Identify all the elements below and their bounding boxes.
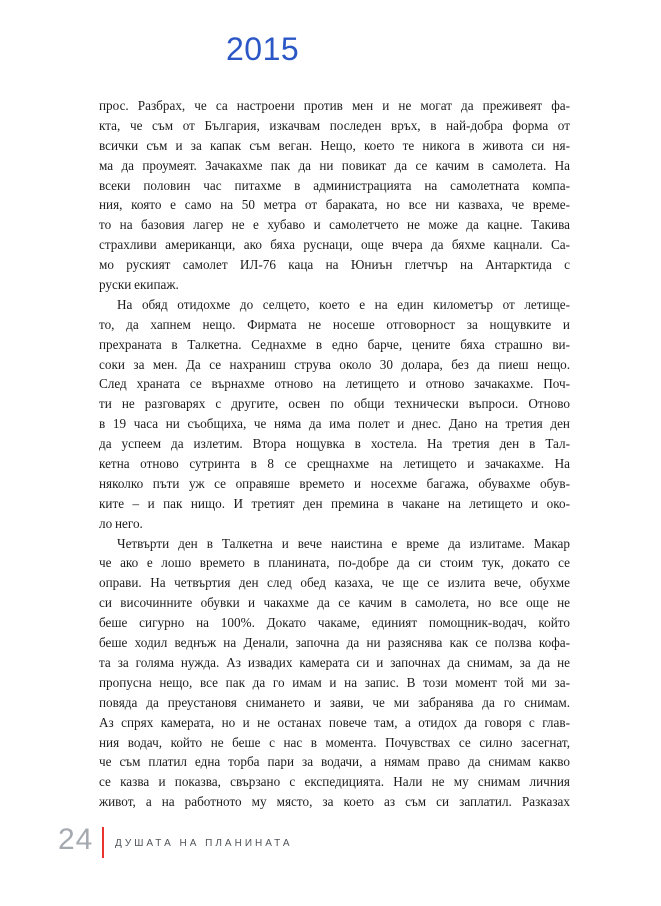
running-title: ДУШАТА НА ПЛАНИНАТА bbox=[115, 838, 293, 849]
text-line: кта, че съм от България, изкачвам последен връх, в най-добра форма от bbox=[99, 117, 570, 133]
page-number: 24 bbox=[58, 823, 94, 856]
text-line: ма да проумеят. Зачакахме пак да ни повикат да се качим в самолета. На bbox=[99, 157, 570, 173]
text-line: руски екипаж. bbox=[99, 277, 179, 293]
text-line: то на базовия лагер не е хубаво и самолетчето не може да кацне. Такива bbox=[99, 217, 570, 233]
text-line: мо руският самолет ИЛ-76 каца на Юниън глетчър на Антарктида с bbox=[99, 257, 570, 273]
paragraph bbox=[99, 96, 570, 295]
text-line: ките – и пак нищо. И третият ден премина в чакане на летището и око- bbox=[99, 495, 570, 511]
text-line: повяда да преустановя снимането и заяви, че ми забранява да го снимам. bbox=[99, 694, 570, 710]
text-line: страхливи американци, ако бяха руснаци, още вчера да бяхме кацнали. Са- bbox=[99, 237, 570, 253]
text-line: че съм платил една торба пари за водачи, а нямам право да снимам какво bbox=[99, 754, 570, 770]
text-line: че ако е лошо времето в планината, по-добре да си стоим тук, докато се bbox=[99, 555, 570, 571]
text-line: няколко пъти уж се оправяше времето и носехме багажа, обувахме обув- bbox=[99, 475, 570, 491]
footer-red-rule bbox=[102, 827, 104, 858]
text-line: се казва и показва, свързано с експедицията. Нали не му снимам личния bbox=[99, 774, 570, 790]
text-line: оправи. На четвъртия ден след обед казаха, че ще се излита вече, обухме bbox=[99, 575, 570, 591]
text-line: пропусна нещо, все пак да го имам и на запис. В този момент той ми за- bbox=[99, 674, 570, 690]
text-line: прос. Разбрах, че са настроени против мен и не могат да преживеят фа- bbox=[99, 98, 570, 113]
chapter-year-heading: 2015 bbox=[226, 31, 300, 67]
text-line: да успеем да излетим. Втора нощувка в хостела. На третия ден в Тал- bbox=[99, 436, 570, 452]
text-line: соки за мен. Да се нахраниш струва около 30 долара, без да пиеш нещо. bbox=[99, 356, 570, 372]
text-line: Четвърти ден в Талкетна и вече наистина е време да излитаме. Макар bbox=[117, 535, 570, 551]
text-line: беше ходил веднъж на Денали, започна да ни разяснява как се ползва кофа- bbox=[99, 635, 570, 651]
body-text bbox=[99, 96, 570, 812]
text-line: всеки половин час питахме в администрацията на самолетната компа- bbox=[99, 177, 570, 193]
paragraph bbox=[99, 534, 570, 812]
text-line: та за голяма нужда. Аз извадих камерата си и започнах да снимам, за да не bbox=[99, 654, 570, 670]
text-line: беше сигурно на 100%. Докато чакаме, единият помощник-водач, който bbox=[99, 615, 570, 631]
text-line: ния, която е само на 50 метра от бараката, но все ни казваха, че време- bbox=[99, 197, 570, 213]
text-line: живот, а на работното му място, за което аз съм си заплатил. Разказах bbox=[99, 794, 570, 810]
text-line: Аз спрях камерата, но и не останах повече там, а отидох да говоря с глав- bbox=[99, 714, 570, 730]
text-line: прехраната в Талкетна. Седнахме в едно барче, цените бяха страшно ви- bbox=[99, 336, 570, 352]
paragraph bbox=[99, 295, 570, 534]
text-line: ния водач, който не беше с нас в момента. Почувствах се силно засегнат, bbox=[99, 734, 570, 750]
text-line: всички съм и за капак съм веган. Нещо, което те никога в живота си ня- bbox=[99, 137, 570, 153]
text-line: ло него. bbox=[99, 515, 143, 531]
text-line: ти не разговарях с другите, освен по общи технически въпроси. Отново bbox=[99, 396, 570, 412]
text-line: На обяд отидохме до селцето, което е на един километър от летище- bbox=[117, 296, 570, 312]
text-line: то, да хапнем нещо. Фирмата не носеше отговорност за нощувките и bbox=[99, 316, 570, 332]
text-line: в 19 часа ни съобщиха, че няма да има полет и днес. Дано на третия ден bbox=[99, 416, 570, 432]
text-line: си височинните обувки и чакахме да се качим в самолета, но все още не bbox=[99, 595, 570, 611]
text-line: кетна отново сутринта в 8 се срещнахме на летището и зачакахме. На bbox=[99, 456, 570, 472]
text-line: След храната се върнахме отново на летището и отново зачакахме. Поч- bbox=[99, 376, 570, 392]
